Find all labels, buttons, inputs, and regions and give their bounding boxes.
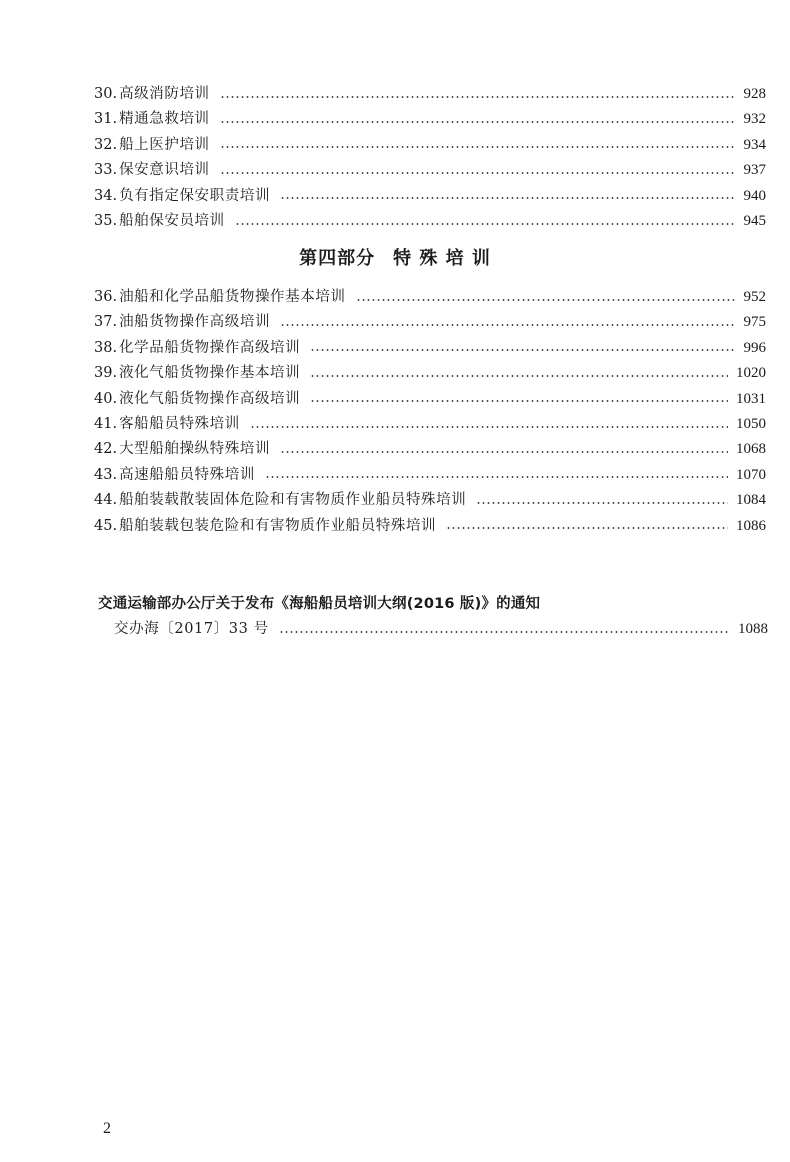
entry-number: 30. [94, 86, 118, 102]
toc-entry[interactable] [94, 488, 766, 513]
entry-title: 化学品船货物操作高级培训 [119, 339, 301, 356]
entry-title: 高级消防培训 [119, 86, 210, 102]
entry-title: 船舶装载包装危险和有害物质作业船员特殊培训 [119, 517, 437, 534]
entry-title: 油船货物操作高级培训 [119, 314, 271, 331]
entry-title: 船舶装载散装固体危险和有害物质作业船员特殊培训 [119, 492, 467, 509]
entry-page: 1086 [736, 517, 766, 534]
leader-dots [446, 527, 728, 529]
leader-dots [220, 146, 736, 148]
entry-page: 945 [743, 212, 766, 229]
entry-number: 31. [94, 111, 118, 128]
entry-title: 液化气船货物操作高级培训 [119, 390, 301, 407]
toc-entry[interactable] [94, 437, 766, 462]
leader-dots [310, 349, 735, 351]
entry-title: 液化气船货物操作基本培训 [119, 365, 301, 382]
entry-number: 44. [94, 492, 118, 509]
entry-page: 975 [743, 314, 766, 331]
leader-dots [279, 631, 730, 633]
toc-entry[interactable] [94, 184, 766, 209]
toc-entry[interactable] [112, 617, 768, 642]
leader-dots [310, 400, 728, 402]
entry-page: 1070 [736, 466, 766, 483]
leader-dots [220, 172, 736, 174]
leader-dots [280, 324, 735, 326]
entry-title: 客船船员特殊培训 [119, 415, 240, 432]
entry-page: 937 [743, 162, 766, 179]
toc-entry[interactable] [94, 412, 766, 437]
toc-list-part4 [94, 285, 766, 539]
entry-number: 43. [94, 466, 118, 483]
entry-number: 38. [94, 339, 118, 356]
entry-page: 1088 [738, 621, 768, 637]
entry-number: 37. [94, 314, 118, 331]
toc-list-part3 [94, 82, 766, 234]
notice-title[interactable]: 交通运输部办公厅关于发布《海船船员培训大纲(2016 版)》的通知 [98, 596, 541, 612]
entry-title: 船舶保安员培训 [119, 212, 225, 229]
entry-page: 1031 [736, 390, 766, 407]
entry-page: 932 [743, 111, 766, 128]
entry-number: 41. [94, 415, 118, 432]
toc-entry[interactable] [94, 361, 766, 386]
leader-dots [220, 121, 736, 123]
entry-page: 952 [743, 289, 766, 305]
notice-entry[interactable] [112, 617, 768, 642]
toc-entry[interactable] [94, 107, 766, 132]
entry-title: 精通急救培训 [119, 111, 210, 128]
toc-entry[interactable] [94, 336, 766, 361]
toc-entry[interactable] [94, 463, 766, 488]
entry-number: 42. [94, 441, 118, 458]
page-number: 2 [103, 1120, 111, 1137]
entry-title: 大型船舶操纵特殊培训 [119, 441, 271, 458]
entry-number: 33. [94, 162, 118, 179]
leader-dots [265, 476, 728, 478]
entry-title: 船上医护培训 [119, 136, 210, 153]
toc-entry[interactable] [94, 514, 766, 539]
leader-dots [310, 375, 728, 377]
entry-number: 39. [94, 365, 118, 382]
toc-entry[interactable] [94, 285, 766, 310]
toc-entry[interactable] [94, 310, 766, 335]
entry-number: 32. [94, 136, 118, 153]
section-part: 第四部分 [299, 248, 376, 269]
leader-dots [235, 223, 736, 225]
entry-page: 1020 [736, 365, 766, 382]
entry-number: 34. [94, 187, 118, 204]
leader-dots [280, 451, 728, 453]
notice-doc-number: 交办海〔2017〕33 号 [114, 621, 269, 637]
leader-dots [280, 197, 735, 199]
entry-title: 高速船船员特殊培训 [119, 466, 255, 483]
section-heading [0, 244, 790, 270]
entry-page: 940 [743, 187, 766, 204]
entry-number: 45. [94, 517, 118, 534]
section-name: 特 殊 培 训 [393, 248, 491, 269]
entry-number: 35. [94, 212, 118, 229]
leader-dots [476, 502, 728, 504]
entry-title: 保安意识培训 [119, 162, 210, 179]
entry-title: 负有指定保安职责培训 [119, 187, 271, 204]
entry-page: 996 [743, 339, 766, 356]
entry-number: 36. [94, 289, 118, 305]
entry-title: 油船和化学品船货物操作基本培训 [119, 289, 346, 305]
leader-dots [220, 96, 736, 98]
entry-page: 1068 [736, 441, 766, 458]
entry-page: 934 [743, 136, 766, 153]
toc-entry[interactable] [94, 158, 766, 183]
toc-entry[interactable] [94, 82, 766, 107]
entry-page: 928 [743, 86, 766, 102]
toc-entry[interactable] [94, 209, 766, 234]
entry-page: 1050 [736, 415, 766, 432]
entry-number: 40. [94, 390, 118, 407]
toc-entry[interactable] [94, 387, 766, 412]
entry-page: 1084 [736, 492, 766, 509]
toc-entry[interactable] [94, 133, 766, 158]
leader-dots [356, 299, 736, 301]
leader-dots [250, 426, 728, 428]
